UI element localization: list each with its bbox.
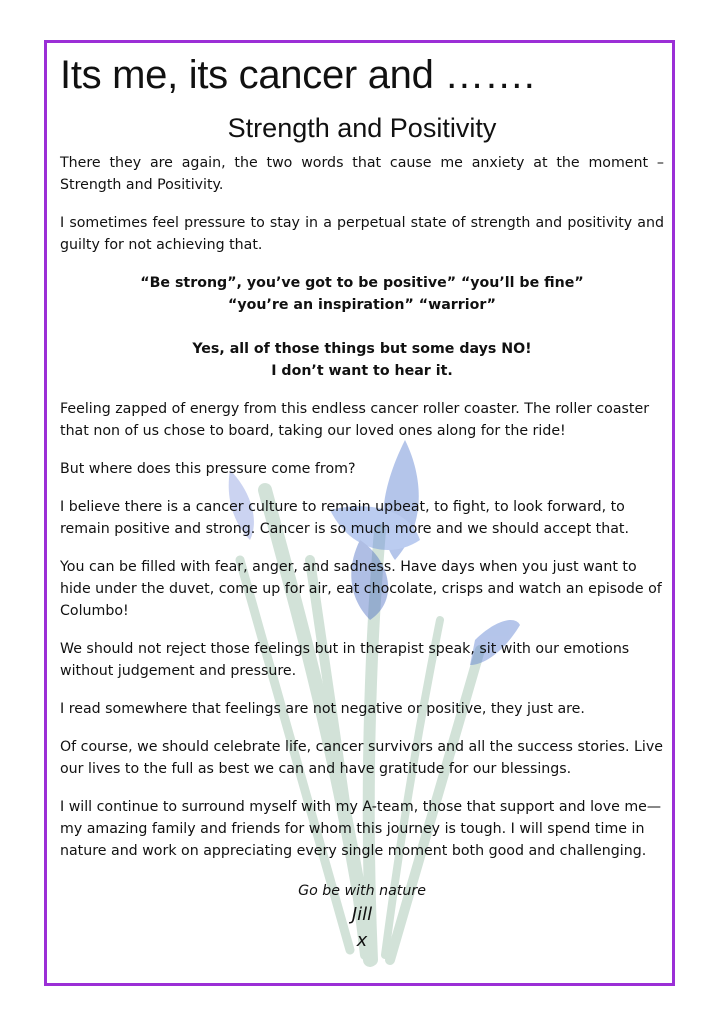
paragraph-1: There they are again, the two words that cause me anxiety at the moment – Strength and Positivity. xyxy=(60,155,664,193)
quote-line-3: Yes, all of those things but some days NO! xyxy=(192,341,532,357)
page-subtitle: Strength and Positivity xyxy=(227,113,497,143)
article xyxy=(60,50,664,954)
paragraph-5: I believe there is a cancer culture to remain upbeat, to fight, to look forward, to remain positive and strong. Cancer is so much more and we should accept that. xyxy=(60,499,629,537)
signoff-kiss: x xyxy=(356,930,368,951)
paragraph-8: I read somewhere that feelings are not negative or positive, they just are. xyxy=(60,701,585,717)
paragraph-3: Feeling zapped of energy from this endless cancer roller coaster. The roller coaster that non of us chose to board, taking our loved ones along for the ride! xyxy=(60,401,650,439)
quote-line-2: “you’re an inspiration” “warrior” xyxy=(228,297,496,313)
page-title: Its me, its cancer and ……. xyxy=(60,53,535,97)
paragraph-9: Of course, we should celebrate life, cancer survivors and all the success stories. Live our lives to the full as best we can and have gratitude for our blessings. xyxy=(60,739,663,777)
signoff-name: Jill xyxy=(351,904,373,925)
quote-line-4: I don’t want to hear it. xyxy=(271,363,453,379)
paragraph-6: You can be filled with fear, anger, and sadness. Have days when you just want to hide under the duvet, come up for air, eat chocolate, crisps and watch an episode of Columbo! xyxy=(60,559,662,619)
paragraph-10: I will continue to surround myself with my A-team, those that support and love me—my amazing family and friends for whom this journey is tough. I will spend time in nature and work on appreciating every single moment both good and challenging. xyxy=(60,799,662,859)
paragraph-4: But where does this pressure come from? xyxy=(60,461,356,477)
paragraph-2: I sometimes feel pressure to stay in a perpetual state of strength and positivity and guilty for not achieving that. xyxy=(60,215,664,253)
article-body xyxy=(60,152,664,954)
paragraph-7: We should not reject those feelings but in therapist speak, sit with our emotions without judgement and pressure. xyxy=(60,641,630,679)
signoff-line: Go be with nature xyxy=(298,883,426,899)
quote-line-1: “Be strong”, you’ve got to be positive” “you’ll be fine” xyxy=(140,275,584,291)
